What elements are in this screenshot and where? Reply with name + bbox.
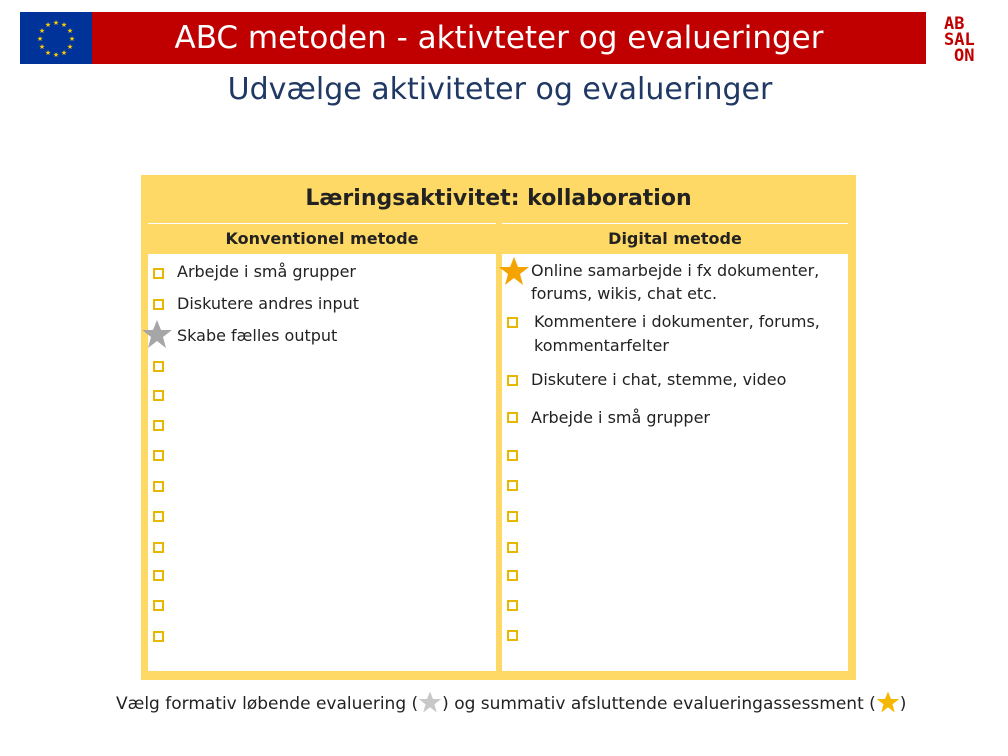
svg-text:★: ★ bbox=[60, 49, 68, 57]
svg-text:★: ★ bbox=[38, 27, 46, 35]
bullet-icon bbox=[507, 317, 518, 328]
logo-line-2: SAL bbox=[944, 30, 975, 50]
left-column bbox=[148, 223, 496, 671]
bullet-icon bbox=[153, 299, 164, 310]
svg-text:★: ★ bbox=[66, 43, 74, 51]
bullet-icon bbox=[153, 390, 164, 401]
svg-text:★: ★ bbox=[68, 35, 76, 43]
page-subtitle: Udvælge aktiviteter og evalueringer bbox=[227, 72, 773, 107]
page-title: ABC metoden - aktivteter og evalueringer bbox=[174, 20, 824, 56]
bullet-icon bbox=[507, 412, 518, 423]
right-item-2-line-1: Kommentere i dokumenter, forums, bbox=[534, 312, 820, 331]
formative-star-icon bbox=[418, 690, 442, 714]
bullet-icon bbox=[507, 542, 518, 553]
absalon-logo bbox=[942, 14, 996, 64]
svg-text:★: ★ bbox=[66, 27, 74, 35]
svg-text:★: ★ bbox=[52, 51, 60, 59]
svg-text:★: ★ bbox=[60, 21, 68, 29]
svg-text:★: ★ bbox=[38, 43, 46, 51]
left-item-2: Diskutere andres input bbox=[177, 294, 360, 313]
svg-text:★: ★ bbox=[44, 21, 52, 29]
right-column-heading: Digital metode bbox=[502, 224, 848, 254]
bullet-icon bbox=[507, 480, 518, 491]
formative-star-icon bbox=[141, 319, 173, 349]
bullet-icon bbox=[153, 542, 164, 553]
bullet-icon bbox=[507, 450, 518, 461]
bullet-icon bbox=[507, 511, 518, 522]
summative-star-icon bbox=[876, 690, 900, 714]
right-item-1-line-2: forums, wikis, chat etc. bbox=[531, 284, 718, 303]
right-item-3: Diskutere i chat, stemme, video bbox=[531, 370, 787, 389]
logo-line-1: AB bbox=[944, 14, 965, 34]
right-item-2-line-2: kommentarfelter bbox=[534, 336, 669, 355]
footer-text-1: Vælg formativ løbende evaluering ( bbox=[116, 694, 419, 714]
svg-text:★: ★ bbox=[52, 19, 60, 27]
bullet-icon bbox=[153, 268, 164, 279]
bullet-icon bbox=[507, 570, 518, 581]
bullet-icon bbox=[153, 450, 164, 461]
bullet-icon bbox=[153, 511, 164, 522]
right-item-1-line-1: Online samarbejde i fx dokumenter, bbox=[531, 261, 820, 280]
bullet-icon bbox=[507, 600, 518, 611]
footer-instruction bbox=[116, 694, 996, 714]
logo-line-3: ON bbox=[954, 46, 975, 64]
bullet-icon bbox=[153, 570, 164, 581]
bullet-icon bbox=[153, 631, 164, 642]
footer-text-2: ) og summativ afsluttende evalueringassessment ( bbox=[442, 694, 876, 714]
left-item-1: Arbejde i små grupper bbox=[177, 262, 357, 281]
bullet-icon bbox=[507, 630, 518, 641]
left-item-3: Skabe fælles output bbox=[177, 326, 338, 345]
bullet-icon bbox=[153, 361, 164, 372]
bullet-icon bbox=[153, 481, 164, 492]
panel-title: Læringsaktivitet: kollaboration bbox=[305, 186, 692, 211]
svg-text:★: ★ bbox=[36, 35, 44, 43]
summative-star-icon bbox=[498, 256, 530, 286]
footer-text-3: ) bbox=[899, 694, 907, 714]
bullet-icon bbox=[507, 375, 518, 386]
svg-text:★: ★ bbox=[44, 49, 52, 57]
eu-flag-icon bbox=[20, 12, 92, 64]
left-column-heading: Konventionel metode bbox=[148, 224, 496, 254]
right-item-4: Arbejde i små grupper bbox=[531, 408, 711, 427]
bullet-icon bbox=[153, 600, 164, 611]
bullet-icon bbox=[153, 420, 164, 431]
